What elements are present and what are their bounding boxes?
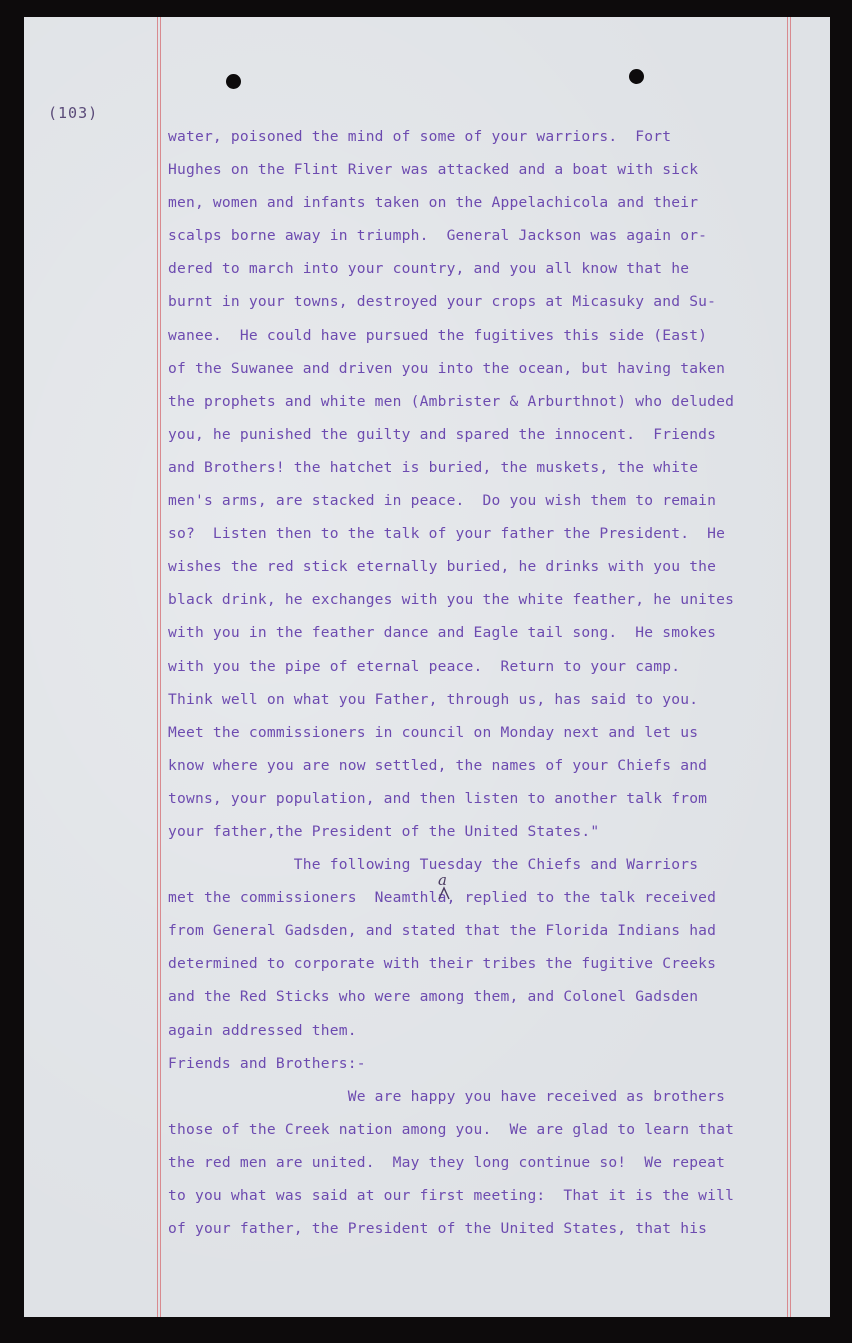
typed-text-body bbox=[168, 120, 813, 1245]
text-line: with you in the feather dance and Eagle tail song. He smokes bbox=[168, 624, 717, 642]
text-line: Meet the commissioners in council on Monday next and let us bbox=[168, 723, 699, 741]
text-line: scalps borne away in triumph. General Jackson was again or- bbox=[168, 227, 708, 245]
text-line: of the Suwanee and driven you into the ocean, but having taken bbox=[168, 359, 726, 377]
punch-hole-right bbox=[629, 69, 644, 84]
text-line: your father,the President of the United States." bbox=[168, 822, 600, 840]
text-line: from General Gadsden, and stated that the Florida Indians had bbox=[168, 922, 717, 940]
text-line: water, poisoned the mind of some of your warriors. Fort bbox=[168, 128, 672, 145]
handwritten-insertion-a: a bbox=[438, 871, 447, 889]
text-line: Hughes on the Flint River was attacked and a boat with sick bbox=[168, 161, 699, 179]
text-line: wishes the red stick eternally buried, he drinks with you the bbox=[168, 558, 717, 576]
text-line: so? Listen then to the talk of your father the President. He bbox=[168, 525, 726, 543]
text-line: dered to march into your country, and you all know that he bbox=[168, 260, 690, 278]
text-line: the prophets and white men (Ambrister & Arburthnot) who deluded bbox=[168, 392, 735, 410]
text-line: to you what was said at our first meeting: That it is the will bbox=[168, 1187, 735, 1204]
text-line: with you the pipe of eternal peace. Return to your camp. bbox=[168, 657, 681, 675]
text-line: Friends and Brothers:- bbox=[168, 1054, 366, 1072]
text-line: burnt in your towns, destroyed your crops at Micasuky and Su- bbox=[168, 293, 717, 311]
text-line: wanee. He could have pursued the fugitives this side (East) bbox=[168, 326, 708, 344]
text-line: and the Red Sticks who were among them, and Colonel Gadsden bbox=[168, 988, 699, 1006]
page-number: (103) bbox=[48, 104, 99, 122]
text-line: black drink, he exchanges with you the white feather, he unites bbox=[168, 591, 735, 609]
text-line: The following Tuesday the Chiefs and Warriors bbox=[168, 856, 699, 874]
text-line: towns, your population, and then listen to another talk from bbox=[168, 789, 708, 807]
text-line: Think well on what you Father, through us, has said to you. bbox=[168, 690, 699, 708]
left-margin-rule bbox=[157, 17, 158, 1317]
text-line: the red men are united. May they long continue so! We repeat bbox=[168, 1153, 726, 1171]
text-line: know where you are now settled, the names of your Chiefs and bbox=[168, 756, 708, 774]
punch-hole-left bbox=[226, 74, 241, 89]
text-line: of your father, the President of the United States, that his bbox=[168, 1220, 708, 1238]
text-line: met the commissioners Neamthla, replied to the talk received bbox=[168, 889, 717, 907]
text-line: you, he punished the guilty and spared the innocent. Friends bbox=[168, 425, 717, 443]
text-line: those of the Creek nation among you. We are glad to learn that bbox=[168, 1120, 735, 1138]
text-line: determined to corporate with their tribes the fugitive Creeks bbox=[168, 955, 717, 973]
text-line: men's arms, are stacked in peace. Do you wish them to remain bbox=[168, 492, 717, 510]
text-line: We are happy you have received as brothers bbox=[168, 1087, 726, 1105]
left-margin-rule-inner bbox=[160, 17, 161, 1317]
text-line: men, women and infants taken on the Appelachicola and their bbox=[168, 194, 699, 212]
text-line: and Brothers! the hatchet is buried, the muskets, the white bbox=[168, 458, 699, 476]
text-line: again addressed them. bbox=[168, 1021, 357, 1039]
insertion-caret-mark bbox=[438, 886, 450, 900]
